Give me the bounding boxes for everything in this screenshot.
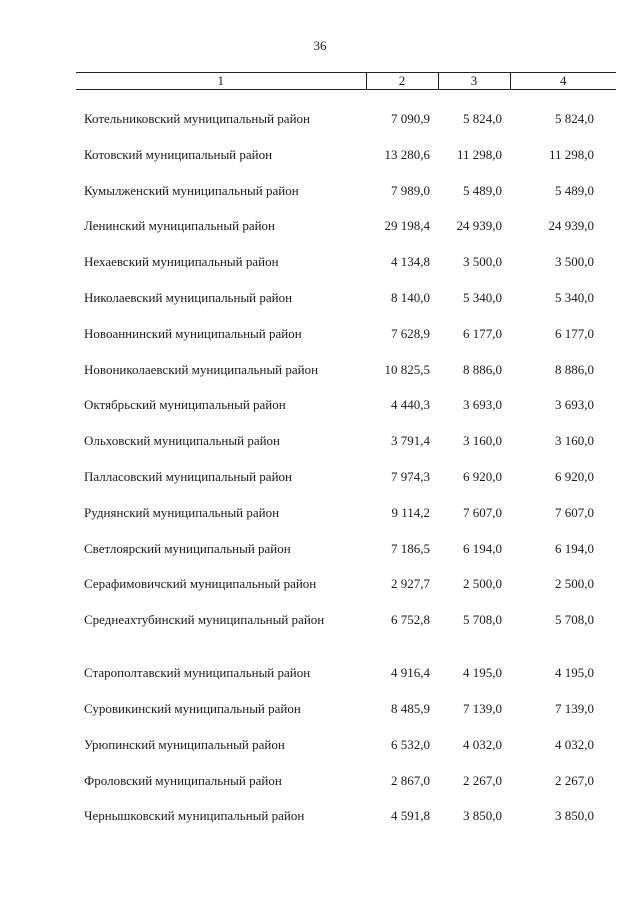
value-col-2: 13 280,6 — [384, 146, 430, 162]
value-col-3: 3 693,0 — [463, 397, 502, 413]
table-row — [76, 182, 616, 218]
value-col-2: 29 198,4 — [384, 218, 430, 234]
value-col-4: 4 195,0 — [555, 665, 594, 681]
value-col-3: 8 886,0 — [463, 361, 502, 377]
table-row — [76, 217, 616, 253]
value-col-2: 7 989,0 — [391, 182, 430, 198]
table-row — [76, 361, 616, 397]
value-col-3: 2 500,0 — [463, 576, 502, 592]
district-name: Котельниковский муниципальный район — [84, 111, 310, 126]
district-name: Нехаевский муниципальный район — [84, 254, 279, 270]
table-row — [76, 575, 616, 611]
district-name: Кумылженский муниципальный район — [84, 182, 299, 198]
value-col-2: 2 867,0 — [391, 772, 430, 788]
value-col-3: 4 032,0 — [463, 736, 502, 752]
header-col-3: 3 — [438, 73, 510, 90]
value-col-2: 7 186,5 — [391, 540, 430, 556]
value-col-2: 8 140,0 — [391, 289, 430, 305]
table-row — [76, 736, 616, 772]
district-name: Ленинский муниципальный район — [84, 218, 276, 234]
district-name: Октябрьский муниципальный район — [84, 397, 286, 413]
value-col-4: 7 607,0 — [555, 504, 594, 520]
district-name: Суровикинский муниципальный район — [84, 700, 301, 716]
value-col-4: 5 340,0 — [555, 289, 594, 305]
value-col-4: 2 267,0 — [555, 772, 594, 788]
table-row — [76, 700, 616, 736]
value-col-3: 5 489,0 — [463, 182, 502, 198]
value-col-2: 10 825,5 — [384, 361, 430, 377]
data-table — [76, 72, 616, 843]
value-col-2: 9 114,2 — [391, 504, 430, 520]
value-col-4: 5 708,0 — [555, 612, 594, 628]
district-name: Серафимовичский муниципальный район — [84, 576, 317, 592]
table-row — [76, 540, 616, 576]
value-col-3: 2 267,0 — [463, 772, 502, 788]
value-col-2: 7 090,9 — [391, 111, 430, 126]
table-row — [76, 807, 616, 843]
district-name: Ольховский муниципальный район — [84, 433, 281, 449]
value-col-2: 8 485,9 — [391, 700, 430, 716]
district-name: Фроловский муниципальный район — [84, 772, 282, 788]
value-col-4: 11 298,0 — [548, 146, 594, 162]
value-col-2: 3 791,4 — [391, 433, 430, 449]
value-col-3: 3 500,0 — [463, 254, 502, 270]
table-row — [76, 289, 616, 325]
value-col-3: 24 939,0 — [456, 218, 502, 234]
table-row — [76, 325, 616, 361]
header-col-2: 2 — [366, 73, 438, 90]
page-number: 36 — [313, 38, 327, 53]
value-col-4: 7 139,0 — [555, 700, 594, 716]
district-name: Руднянский муниципальный район — [84, 504, 280, 520]
value-col-4: 6 920,0 — [555, 468, 594, 484]
value-col-2: 7 628,9 — [391, 325, 430, 341]
table-row — [76, 611, 616, 664]
value-col-4: 6 177,0 — [555, 325, 594, 341]
value-col-3: 5 708,0 — [463, 612, 502, 628]
value-col-3: 6 177,0 — [463, 325, 502, 341]
value-col-4: 3 160,0 — [555, 433, 594, 449]
table-row — [76, 468, 616, 504]
value-col-4: 6 194,0 — [555, 540, 594, 556]
district-name: Котовский муниципальный район — [84, 146, 273, 162]
value-col-3: 7 607,0 — [463, 504, 502, 520]
value-col-3: 5 340,0 — [463, 289, 502, 305]
value-col-2: 4 440,3 — [391, 397, 430, 413]
value-col-2: 4 916,4 — [391, 665, 430, 681]
table-row — [76, 146, 616, 182]
value-col-3: 3 850,0 — [463, 808, 502, 824]
district-name: Новоаннинский муниципальный район — [84, 325, 302, 341]
table-row — [76, 396, 616, 432]
value-col-2: 4 134,8 — [391, 254, 430, 270]
table-row — [76, 110, 616, 146]
value-col-3: 5 824,0 — [463, 111, 502, 126]
value-col-4: 3 850,0 — [555, 808, 594, 824]
table-body — [76, 90, 616, 844]
value-col-3: 3 160,0 — [463, 433, 502, 449]
value-col-2: 7 974,3 — [391, 468, 430, 484]
value-col-4: 5 489,0 — [555, 182, 594, 198]
table-header — [76, 73, 616, 90]
value-col-4: 3 693,0 — [555, 397, 594, 413]
value-col-3: 7 139,0 — [463, 700, 502, 716]
value-col-2: 6 752,8 — [391, 612, 430, 628]
district-name: Среднеахтубинский муниципальный район — [84, 612, 325, 628]
table-row — [76, 432, 616, 468]
value-col-2: 2 927,7 — [391, 576, 430, 592]
table-row — [76, 772, 616, 808]
value-col-3: 11 298,0 — [456, 146, 502, 162]
table-spacer — [76, 90, 616, 111]
table-row — [76, 504, 616, 540]
value-col-2: 4 591,8 — [391, 808, 430, 824]
table-row — [76, 664, 616, 700]
value-col-4: 24 939,0 — [548, 218, 594, 234]
header-col-1: 1 — [76, 73, 366, 90]
value-col-4: 3 500,0 — [555, 254, 594, 270]
value-col-3: 6 194,0 — [463, 540, 502, 556]
value-col-3: 6 920,0 — [463, 468, 502, 484]
value-col-2: 6 532,0 — [391, 736, 430, 752]
district-name: Палласовский муниципальный район — [84, 468, 292, 484]
district-name: Новониколаевский муниципальный район — [84, 361, 319, 377]
district-name: Урюпинский муниципальный район — [84, 736, 285, 752]
district-name: Светлоярский муниципальный район — [84, 540, 291, 556]
table-row — [76, 253, 616, 289]
district-name: Чернышковский муниципальный район — [84, 808, 305, 824]
district-name: Старополтавский муниципальный район — [84, 665, 311, 681]
value-col-3: 4 195,0 — [463, 665, 502, 681]
value-col-4: 2 500,0 — [555, 576, 594, 592]
value-col-4: 5 824,0 — [555, 111, 594, 126]
header-col-4: 4 — [510, 73, 616, 90]
header-row — [76, 73, 616, 90]
district-name: Николаевский муниципальный район — [84, 289, 293, 305]
value-col-4: 4 032,0 — [555, 736, 594, 752]
value-col-4: 8 886,0 — [555, 361, 594, 377]
